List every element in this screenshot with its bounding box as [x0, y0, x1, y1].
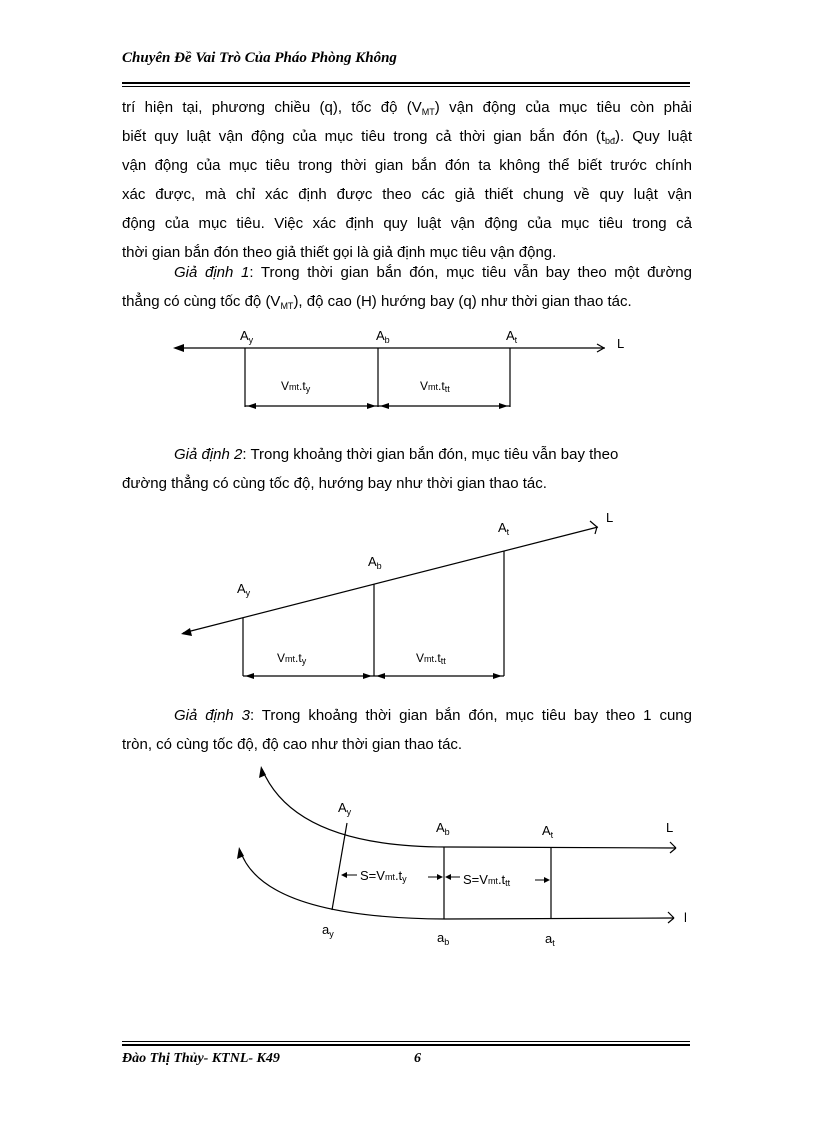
svg-text:ab: $a_b$: [437, 930, 450, 947]
svg-text:Vmt.ttt: Vmt.ttt: [420, 379, 450, 394]
text-line: vận động của mục tiêu trong thời gian bắn đón ta không thể biết trước chính: [122, 157, 692, 174]
svg-text:Ab: $A_b$: [368, 554, 382, 571]
text-line: trí hiện tại, phương chiều (q), tốc độ $(V_{MT})$ vận động của mục tiêu còn phải: [122, 99, 692, 117]
svg-text:L: L: [617, 336, 625, 351]
svg-text:L: L: [606, 510, 614, 525]
text-line: đường thẳng có cùng tốc độ, hướng bay như thời gian thao tác.: [122, 475, 547, 492]
text-line: Giả định 3: Trong khoảng thời gian bắn đón, mục tiêu bay theo 1 cung: [174, 707, 692, 724]
svg-text:Ab: $A_b$: [376, 328, 390, 345]
footer-rule-thick: [122, 1044, 690, 1046]
text-line: xác được, mà chỉ xác định được theo các giả thiết chung về quy luật vận: [122, 186, 692, 203]
svg-text:Ay: $A_y$: [237, 581, 251, 598]
page-number: 6: [414, 1051, 421, 1066]
text-line: Giả định 1: Trong thời gian bắn đón, mục tiêu vẫn bay theo một đường: [174, 264, 692, 281]
assumption-label: Giả định 3: [174, 707, 250, 724]
svg-text:Vmt.ttt: Vmt.ttt: [416, 651, 446, 666]
assumption-label: Giả định 1: [174, 264, 250, 281]
svg-text:Ay: $A_y$: [338, 800, 352, 817]
text-line: thẳng có cùng tốc độ $(V_{MT})$, độ cao (H) hướng bay (q) như thời gian thao tác.: [122, 293, 632, 311]
svg-text:l: l: [684, 910, 687, 925]
assumption-label: Giả định 2: [174, 446, 243, 463]
svg-text:Vmt.ty: Vmt.ty: [277, 651, 307, 666]
svg-text:At: $A_t$: [498, 520, 510, 537]
running-header: Chuyên Đề Vai Trò Của Pháo Phòng Không: [122, 50, 397, 66]
text-line: động của mục tiêu. Việc xác định quy luật vận động của mục tiêu trong cả: [122, 215, 692, 232]
svg-text:Ay: $A_y$: [240, 328, 254, 345]
text-line: biết quy luật vận động của mục tiêu trong cả thời gian bắn đón $(t_{bđ})$. Quy luật: [122, 128, 692, 146]
text-line: Giả định 2: Trong khoảng thời gian bắn đón, mục tiêu vẫn bay theo: [174, 446, 619, 463]
text-line: tròn, có cùng tốc độ, độ cao như thời gian thao tác.: [122, 736, 463, 753]
svg-text:L: L: [666, 820, 674, 835]
svg-text:At: $A_t$: [506, 328, 518, 345]
svg-text:S=Vmt.ttt: S=Vmt.ttt: [463, 872, 511, 888]
svg-text:at: $a_t$: [545, 931, 555, 948]
text-line: thời gian bắn đón theo giả thiết gọi là giả định mục tiêu vận động.: [122, 244, 557, 261]
svg-text:At: $A_t$: [542, 823, 554, 840]
svg-text:Ab: $A_b$: [436, 820, 450, 837]
svg-text:S=Vmt.ty: S=Vmt.ty: [360, 868, 407, 884]
svg-text:Vmt.ty: Vmt.ty: [281, 379, 311, 394]
footer-rule-thin: [122, 1041, 690, 1042]
footer-author: Đào Thị Thủy- KTNL- K49: [122, 1051, 280, 1066]
svg-text:ay: $a_y$: [322, 922, 334, 939]
